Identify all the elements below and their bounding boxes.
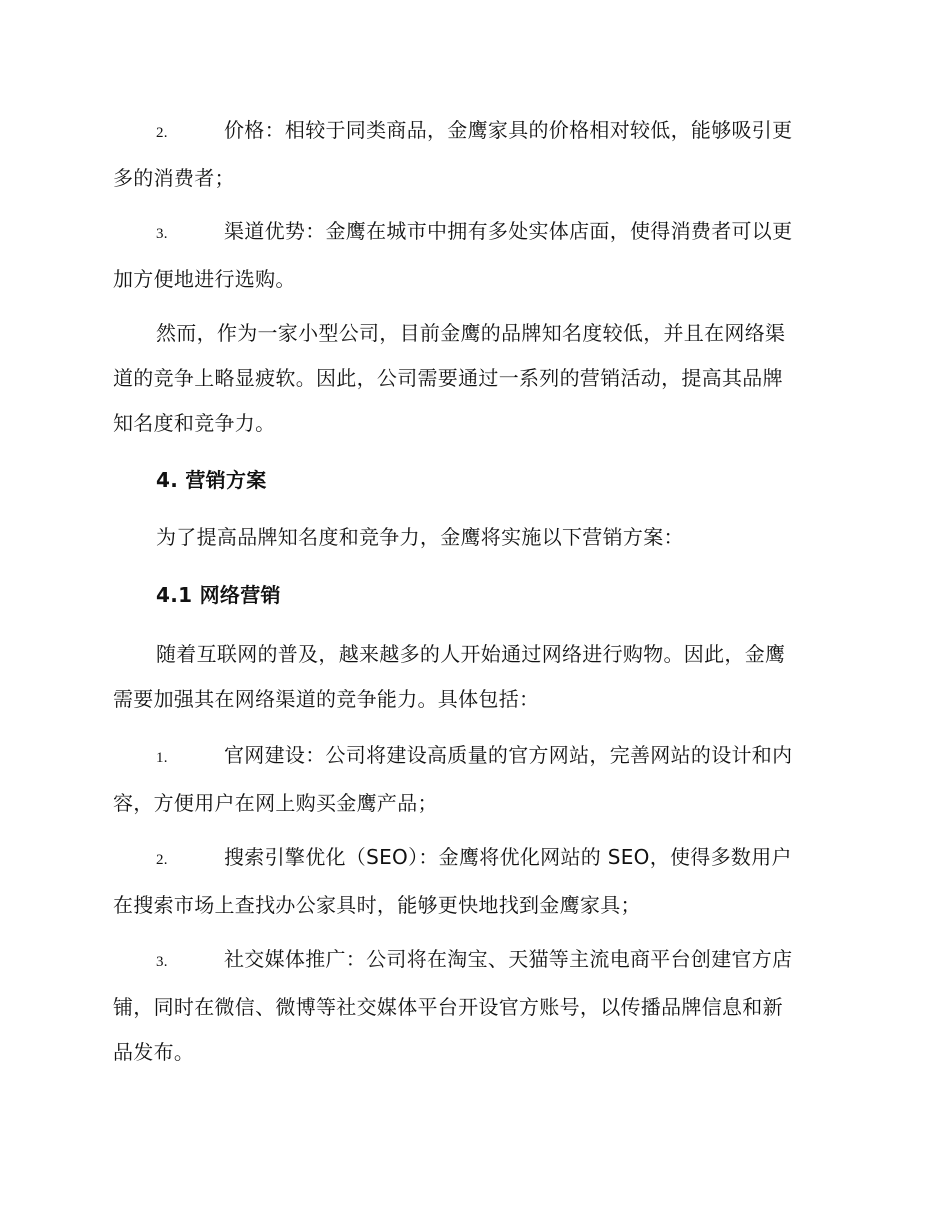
list-item-text: 渠道优势：金鹰在城市中拥有多处实体店面，使得消费者可以更 bbox=[224, 219, 793, 243]
list-item-text: 加方便地进行选购。 bbox=[113, 267, 296, 291]
list-item-text: 搜索引擎优化（SEO）：金鹰将优化网站的 SEO，使得多数用户 bbox=[224, 845, 792, 869]
paragraph-line: 道的竞争上略显疲软。因此，公司需要通过一系列的营销活动，提高其品牌 bbox=[113, 366, 783, 390]
list-item-text: 容，方便用户在网上购买金鹰产品； bbox=[113, 791, 438, 815]
paragraph-brand-awareness bbox=[113, 311, 833, 446]
list-number: 2. bbox=[156, 852, 168, 868]
list-item-website bbox=[113, 733, 833, 826]
list-item-text: 社交媒体推广：公司将在淘宝、天猫等主流电商平台创建官方店 bbox=[224, 947, 793, 971]
list-item-text: 官网建设：公司将建设高质量的官方网站，完善网站的设计和内 bbox=[224, 743, 793, 767]
list-item-text: 铺，同时在微信、微博等社交媒体平台开设官方账号，以传播品牌信息和新 bbox=[113, 995, 783, 1019]
list-item-text: 多的消费者； bbox=[113, 166, 235, 190]
list-number: 2. bbox=[156, 125, 168, 141]
paragraph-line: 需要加强其在网络渠道的竞争能力。具体包括： bbox=[113, 687, 540, 711]
list-item-text: 在搜索市场上查找办公家具时，能够更快地找到金鹰家具； bbox=[113, 893, 641, 917]
paragraph-line: 然而，作为一家小型公司，目前金鹰的品牌知名度较低，并且在网络渠 bbox=[156, 321, 786, 345]
paragraph-line: 随着互联网的普及，越来越多的人开始通过网络进行购物。因此，金鹰 bbox=[156, 642, 786, 666]
list-item-price bbox=[113, 108, 833, 201]
list-item-social-media bbox=[113, 937, 833, 1075]
list-item-channel bbox=[113, 209, 833, 302]
subsection-heading: 4.1 网络营销 bbox=[156, 583, 281, 607]
list-item-seo bbox=[113, 835, 833, 928]
list-number: 1. bbox=[156, 750, 168, 766]
section-heading: 4. 营销方案 bbox=[156, 468, 267, 492]
paragraph-line: 知名度和竞争力。 bbox=[113, 411, 276, 435]
list-item-text: 价格：相较于同类商品，金鹰家具的价格相对较低，能够吸引更 bbox=[224, 118, 793, 142]
list-number: 3. bbox=[156, 226, 168, 242]
list-item-text: 品发布。 bbox=[113, 1040, 195, 1064]
paragraph-intro: 为了提高品牌知名度和竞争力，金鹰将实施以下营销方案： bbox=[156, 525, 684, 549]
paragraph-online bbox=[113, 632, 833, 722]
list-number: 3. bbox=[156, 954, 168, 970]
